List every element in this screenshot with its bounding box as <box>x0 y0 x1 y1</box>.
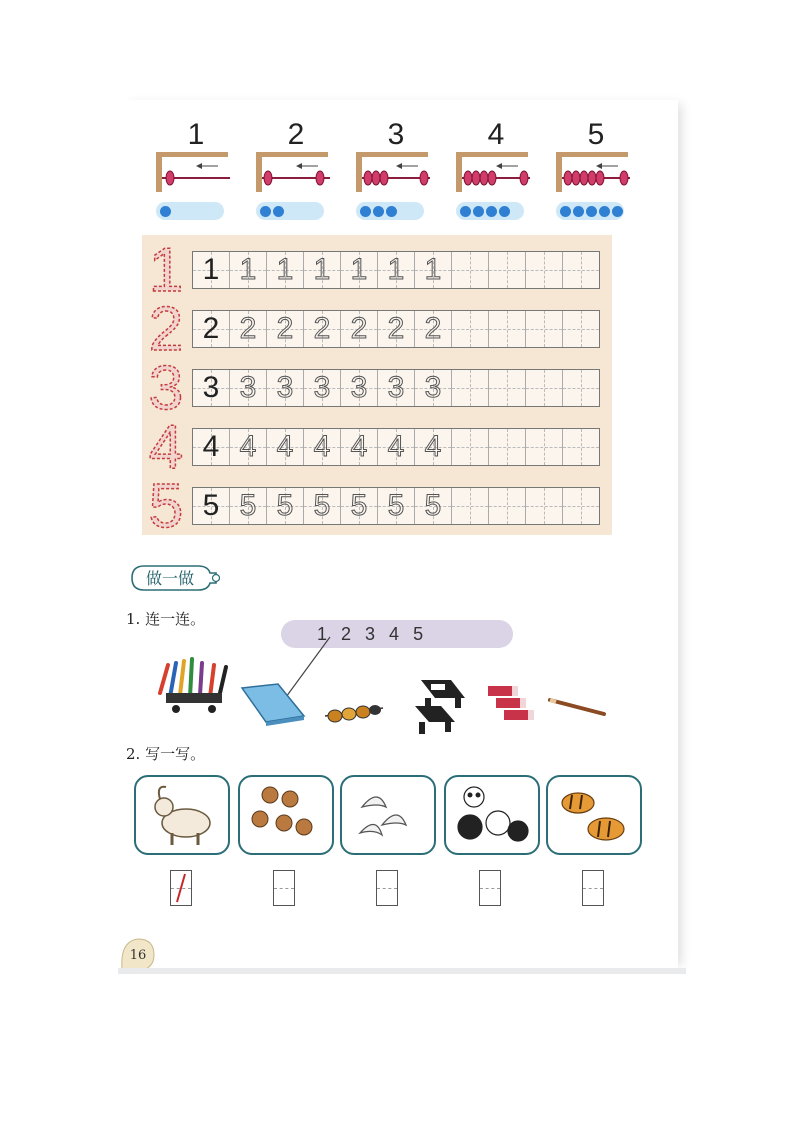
abacus-icon <box>256 152 332 196</box>
practice-cell[interactable] <box>304 429 341 465</box>
answer-box-pandas[interactable] <box>479 870 501 906</box>
animal-card-tigers <box>546 775 642 855</box>
stroke-order-digit <box>146 357 186 415</box>
practice-cell[interactable] <box>378 252 415 288</box>
abacus-icon <box>356 152 432 196</box>
trace-digit: 2 <box>276 312 294 345</box>
abacus-bead <box>564 171 572 185</box>
practice-cell[interactable] <box>378 370 415 406</box>
trace-digit: 4 <box>424 430 442 463</box>
practice-cell[interactable] <box>267 429 304 465</box>
abacus-icon <box>556 152 632 196</box>
practice-cell[interactable] <box>341 311 378 347</box>
stroke-order-digit <box>146 475 186 533</box>
abacus-bead <box>264 171 272 185</box>
trace-digit: 1 <box>239 253 257 286</box>
count-dot <box>360 206 371 217</box>
trace-digit: 5 <box>313 489 331 522</box>
stroke-order-digit <box>146 239 186 297</box>
writing-row-3 <box>146 357 606 415</box>
answer-box-birds[interactable] <box>376 870 398 906</box>
practice-cell[interactable] <box>267 370 304 406</box>
crayons-item[interactable] <box>154 653 232 715</box>
trace-digit: 3 <box>350 371 368 404</box>
practice-cell[interactable] <box>267 252 304 288</box>
trace-digit: 1 <box>424 253 442 286</box>
practice-cell[interactable] <box>230 252 267 288</box>
trace-digit: 5 <box>350 489 368 522</box>
trace-digit: 5 <box>387 489 405 522</box>
practice-cell[interactable] <box>304 311 341 347</box>
practice-cell[interactable] <box>489 429 526 465</box>
practice-cell[interactable] <box>526 311 563 347</box>
practice-grid <box>192 487 600 525</box>
abacus-bead <box>572 171 580 185</box>
dot-count-bar <box>256 202 324 220</box>
practice-cell[interactable] <box>452 488 489 524</box>
practice-cell[interactable] <box>193 488 230 524</box>
trace-digit: 3 <box>424 371 442 404</box>
practice-cell[interactable] <box>378 311 415 347</box>
page-number: 16 <box>129 948 147 963</box>
count-dot <box>260 206 271 217</box>
counting-frame-3 <box>356 120 436 220</box>
trace-digit: 5 <box>424 489 442 522</box>
trace-digit: 3 <box>387 371 405 404</box>
practice-cell[interactable] <box>563 311 599 347</box>
practice-cell[interactable] <box>193 311 230 347</box>
abacus-bead <box>420 171 428 185</box>
abacus-bead <box>580 171 588 185</box>
counting-frame-4 <box>456 120 536 220</box>
practice-cell[interactable] <box>415 429 452 465</box>
connect-number-2[interactable]: 2 <box>341 623 352 644</box>
practice-cell[interactable] <box>489 370 526 406</box>
connect-number-5[interactable]: 5 <box>413 623 424 644</box>
count-dot <box>373 206 384 217</box>
trace-digit: 5 <box>276 489 294 522</box>
model-digit: 2 <box>202 312 220 345</box>
model-digit: 3 <box>202 371 220 404</box>
trace-digit: 4 <box>350 430 368 463</box>
trace-digit: 1 <box>276 253 294 286</box>
counting-frame-1 <box>156 120 236 220</box>
count-dot <box>486 206 497 217</box>
practice-cell[interactable] <box>415 311 452 347</box>
stroke-order-digit <box>146 298 186 356</box>
page-number-badge <box>118 935 156 973</box>
abacus-icon <box>456 152 532 196</box>
count-dot <box>573 206 584 217</box>
count-dot <box>273 206 284 217</box>
count-dot <box>599 206 610 217</box>
animal-card-pandas <box>444 775 540 855</box>
writing-row-4 <box>146 416 606 474</box>
stroke-order-digit <box>146 416 186 474</box>
trace-digit: 2 <box>387 312 405 345</box>
model-digit: 1 <box>202 253 220 286</box>
practice-grid <box>192 428 600 466</box>
frame-numeral: 5 <box>587 118 605 151</box>
practice-grid <box>192 251 600 289</box>
trace-digit: 4 <box>387 430 405 463</box>
trace-digit: 2 <box>239 312 257 345</box>
dot-count-bar <box>156 202 224 220</box>
practice-cell[interactable] <box>415 488 452 524</box>
trace-digit: 3 <box>276 371 294 404</box>
frame-numeral: 1 <box>187 118 205 151</box>
svg-text:3: 3 <box>148 357 184 415</box>
count-dot <box>499 206 510 217</box>
written-answer-one <box>171 871 191 905</box>
abacus-bead <box>372 171 380 185</box>
practice-cell[interactable] <box>563 370 599 406</box>
practice-cell[interactable] <box>415 370 452 406</box>
practice-cell[interactable] <box>452 370 489 406</box>
abacus-bead <box>480 171 488 185</box>
count-dot <box>612 206 623 217</box>
abacus-bead <box>364 171 372 185</box>
trace-digit: 1 <box>350 253 368 286</box>
practice-grid <box>192 310 600 348</box>
practice-cell[interactable] <box>563 429 599 465</box>
model-digit: 5 <box>202 489 220 522</box>
practice-cell[interactable] <box>563 488 599 524</box>
practice-cell[interactable] <box>452 311 489 347</box>
practice-cell[interactable] <box>415 252 452 288</box>
practice-cell[interactable] <box>378 429 415 465</box>
abacus-bead <box>464 171 472 185</box>
erasers-item[interactable] <box>486 684 538 722</box>
practice-cell[interactable] <box>267 311 304 347</box>
writing-row-1 <box>146 239 606 297</box>
practice-cell[interactable] <box>452 252 489 288</box>
beads-item[interactable] <box>323 698 385 728</box>
animal-card-birds <box>340 775 436 855</box>
abacus-bead <box>488 171 496 185</box>
practice-cell[interactable] <box>452 429 489 465</box>
practice-cell[interactable] <box>304 370 341 406</box>
counting-frame-5 <box>556 120 636 220</box>
abacus-bead <box>520 171 528 185</box>
count-dot <box>586 206 597 217</box>
practice-cell[interactable] <box>341 429 378 465</box>
writing-practice-panel <box>142 235 612 535</box>
trace-digit: 1 <box>313 253 331 286</box>
practice-cell[interactable] <box>267 488 304 524</box>
trace-digit: 5 <box>239 489 257 522</box>
count-dot <box>160 206 171 217</box>
pencil-item[interactable] <box>546 694 610 720</box>
abacus-bead <box>596 171 604 185</box>
connect-number-4[interactable]: 4 <box>389 623 400 644</box>
practice-cell[interactable] <box>341 488 378 524</box>
abacus-bead <box>316 171 324 185</box>
exercise-1-title: 1. 连一连。 <box>126 610 206 628</box>
monkey-icon <box>240 777 332 853</box>
frame-numeral: 2 <box>287 118 305 151</box>
connect-number-3[interactable]: 3 <box>365 623 376 644</box>
bird-icon <box>342 777 434 853</box>
trace-digit: 4 <box>313 430 331 463</box>
animal-card-goat <box>134 775 230 855</box>
connect-number-1[interactable]: 1 <box>317 623 328 644</box>
writing-row-5 <box>146 475 606 533</box>
practice-cell[interactable] <box>230 488 267 524</box>
dot-count-bar <box>356 202 424 220</box>
workbook-page <box>118 100 678 970</box>
abacus-bead <box>166 171 174 185</box>
trace-digit: 1 <box>387 253 405 286</box>
practice-cell[interactable] <box>378 488 415 524</box>
svg-text:4: 4 <box>148 416 184 474</box>
practice-cell[interactable] <box>563 252 599 288</box>
count-dot <box>473 206 484 217</box>
trace-digit: 2 <box>350 312 368 345</box>
model-digit: 4 <box>202 430 220 463</box>
abacus-bead <box>472 171 480 185</box>
book-item[interactable] <box>238 682 308 726</box>
practice-cell[interactable] <box>304 252 341 288</box>
practice-cell[interactable] <box>304 488 341 524</box>
chairs-item[interactable] <box>411 676 473 738</box>
trace-digit: 4 <box>239 430 257 463</box>
animal-card-monkeys <box>238 775 334 855</box>
trace-digit: 3 <box>239 371 257 404</box>
answer-box-monkeys[interactable] <box>273 870 295 906</box>
tiger-icon <box>548 777 640 853</box>
practice-cell[interactable] <box>193 370 230 406</box>
practice-cell[interactable] <box>230 311 267 347</box>
practice-cell[interactable] <box>341 370 378 406</box>
count-dot <box>386 206 397 217</box>
svg-text:5: 5 <box>148 475 184 533</box>
section-title-badge <box>126 563 220 593</box>
trace-digit: 3 <box>313 371 331 404</box>
practice-cell[interactable] <box>489 311 526 347</box>
frame-numeral: 4 <box>487 118 505 151</box>
svg-text:2: 2 <box>148 298 184 356</box>
panda-icon <box>446 777 538 853</box>
section-title: 做一做 <box>145 569 195 588</box>
practice-cell[interactable] <box>489 252 526 288</box>
abacus-bead <box>380 171 388 185</box>
practice-cell[interactable] <box>193 429 230 465</box>
writing-row-2 <box>146 298 606 356</box>
practice-cell[interactable] <box>526 252 563 288</box>
exercise-2-title: 2. 写一写。 <box>126 745 206 763</box>
dot-count-bar <box>556 202 624 220</box>
goat-icon <box>136 777 228 853</box>
practice-cell[interactable] <box>230 429 267 465</box>
trace-digit: 2 <box>424 312 442 345</box>
practice-grid <box>192 369 600 407</box>
count-dot <box>460 206 471 217</box>
abacus-bead <box>620 171 628 185</box>
count-dot <box>560 206 571 217</box>
practice-cell[interactable] <box>526 488 563 524</box>
practice-cell[interactable] <box>341 252 378 288</box>
answer-box-goat[interactable] <box>170 870 192 906</box>
practice-cell[interactable] <box>193 252 230 288</box>
counting-frame-2 <box>256 120 336 220</box>
answer-box-tigers[interactable] <box>582 870 604 906</box>
abacus-icon <box>156 152 232 196</box>
frame-numeral: 3 <box>387 118 405 151</box>
dot-count-bar <box>456 202 524 220</box>
trace-digit: 4 <box>276 430 294 463</box>
abacus-bead <box>588 171 596 185</box>
practice-cell[interactable] <box>526 429 563 465</box>
practice-cell[interactable] <box>230 370 267 406</box>
svg-text:1: 1 <box>148 239 184 297</box>
practice-cell[interactable] <box>526 370 563 406</box>
practice-cell[interactable] <box>489 488 526 524</box>
trace-digit: 2 <box>313 312 331 345</box>
